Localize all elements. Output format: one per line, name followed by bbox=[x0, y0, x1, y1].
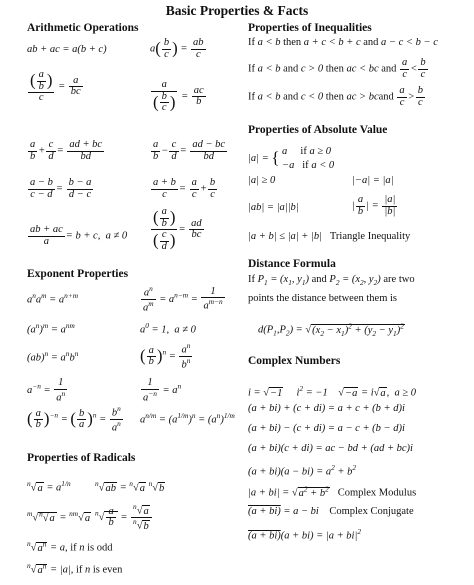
ineq-add: If a < b then a + c < b + c and a − c < b − c bbox=[248, 37, 438, 48]
heading-absolute: Properties of Absolute Value bbox=[248, 124, 388, 136]
heading-distance: Distance Formula bbox=[248, 258, 336, 270]
rad-even: $^n√a^n = |a|$, if n is even bbox=[27, 561, 123, 576]
exp-quotient-power: ( $\frac{a}{b}$ )$^n$ = $\frac{a^n}{b^n}$ bbox=[140, 341, 191, 371]
arith-mult-fraction: a( $\frac{b}{c}$ ) = $\frac{ab}{c}$ bbox=[150, 37, 204, 60]
ineq-positive: If a < b and c > 0 then ac < bc and $\frac{a}{c}$ < $\frac{b}{c}$ bbox=[248, 57, 426, 80]
exp-negative: $a^{-n}$ = $\frac{1}{a^n}$ bbox=[27, 377, 66, 403]
distance-line2: points the distance between them is bbox=[248, 293, 398, 304]
rad-quotient: $^n$√ $\frac{a}{b}$ = $\frac{^n√a}{^n√b}$ bbox=[95, 503, 153, 532]
arith-distributive bbox=[27, 45, 107, 56]
exp-rational: $a^{n/m} = (a^{1/m})^n = (a^n)^{1/m}$ bbox=[140, 411, 235, 426]
abs-quotient: | $\frac{a}{b}$ | = $\frac{|a|}{|b|}$ bbox=[352, 194, 396, 217]
heading-complex: Complex Numbers bbox=[248, 355, 341, 367]
complex-i: i = √−1 $i^2 = -1$ √−a = i√a, a ≥ 0 bbox=[248, 384, 417, 399]
exp-negative-fraction: ( $\frac{a}{b}$ )$^{-n}$ = ( $\frac{b}{a}$ )$^n$ = $\frac{b^n}{a^n}$ bbox=[27, 404, 121, 434]
arith-sub-fractions: $\frac{a}{b}$ − $\frac{c}{d}$ = $\frac{ad - bc}{bd}$ bbox=[153, 139, 226, 162]
abs-triangle-label: Triangle Inequality bbox=[329, 231, 411, 242]
rad-nested: $^m$√$^n$√a = $^{nm}$√a bbox=[27, 509, 91, 524]
abs-product: |ab| = |a||b| bbox=[248, 202, 299, 213]
rad-def: $^n√a = a^{1/n}$ bbox=[27, 479, 71, 494]
exp-negative-reciprocal: $\frac{1}{a^{-n}}$ = $a^n$ bbox=[143, 377, 182, 403]
exp-product-power: $(ab)^n = a^nb^n$ bbox=[27, 349, 79, 364]
page-title: Basic Properties & Facts bbox=[165, 3, 309, 18]
complex-conj-product: $(a + bi)(a - bi) = a^2 + b^2$ bbox=[248, 463, 357, 478]
arith-negate-fraction: $\frac{a - b}{c - d}$ = $\frac{b - a}{d - c}$ bbox=[30, 177, 92, 200]
exp-quotient: $\frac{a^n}{a^m}$ = $a^{n-m}$ = $\frac{1}{a^{m-n}}$ bbox=[143, 284, 223, 314]
heading-radicals: Properties of Radicals bbox=[27, 452, 136, 464]
complex-conjugate: (a + bi) = a − bi Complex Conjugate bbox=[248, 506, 414, 517]
heading-arithmetic: Arithmetic Operations bbox=[27, 22, 139, 34]
rad-product: $^n$√ab = $^n$√a $^n$√b bbox=[95, 479, 165, 494]
heading-exponent: Exponent Properties bbox=[27, 268, 129, 280]
complex-modulus: $|a + bi| = √a^2 + b^2$ Complex Modulus bbox=[248, 484, 417, 499]
distance-line1: If $P_1 = (x_1$, $y_1$) and $P_2 = (x_2$, $y_2$) are two bbox=[248, 274, 415, 288]
complex-add: (a + bi) + (c + di) = a + c + (b + d)i bbox=[248, 403, 405, 414]
arith-div-fraction-2: a ( $\frac{b}{c}$ ) = $\frac{ac}{b}$ bbox=[153, 79, 204, 113]
abs-neg: |−a| = |a| bbox=[352, 175, 394, 186]
abs-triangle: |a + b| ≤ |a| + |b| Triangle Inequality bbox=[248, 231, 411, 242]
exp-power-of-power: $(a^n)^m = a^{nm}$ bbox=[27, 321, 75, 336]
complex-mult: (a + bi)(c + di) = ac − bd + (ad + bc)i bbox=[248, 443, 413, 454]
rad-odd: $^n√a^n = a$, if n is odd bbox=[27, 539, 113, 554]
arith-add-fractions: $\frac{a}{b}$ + $\frac{c}{d}$ = $\frac{ad + bc}{bd}$ bbox=[30, 139, 103, 162]
exp-zero: $a^0 = 1$, a ≠ 0 bbox=[140, 321, 196, 336]
abs-def: |a| = { a if a ≥ 0 −a if a < 0 bbox=[248, 146, 335, 171]
complex-conjugate-label: Complex Conjugate bbox=[329, 506, 414, 517]
distance-formula: $d(P_1,P_2) = √(x_2 - x_1)^2 + (y_2 - y_1)^2$ bbox=[258, 321, 404, 338]
arith-distributive-text: ab + ac = a(b + c) bbox=[27, 44, 107, 55]
complex-conj-modulus: $(a + bi)(a + bi) = |a + bi|^2$ bbox=[248, 527, 362, 542]
ineq-negative: If a < b and c < 0 then ac > bcand $\frac{a}{c}$ > $\frac{b}{c}$ bbox=[248, 85, 424, 108]
complex-modulus-label: Complex Modulus bbox=[337, 487, 417, 499]
exp-product: $a^na^m = a^{n+m}$ bbox=[27, 291, 79, 306]
arith-split-fraction: $\frac{a + b}{c}$ = $\frac{a}{c}$ + $\frac{b}{c}$ bbox=[153, 177, 216, 200]
arith-cancel: $\frac{ab + ac}{a}$ = b + c, a ≠ 0 bbox=[30, 224, 128, 247]
heading-inequalities: Properties of Inequalities bbox=[248, 22, 372, 34]
arith-complex-fraction: ( $\frac{a}{b}$ ) ( $\frac{c}{d}$ ) = $\frac{ad}{bc}$ bbox=[153, 206, 202, 252]
arith-div-fraction-1: ( $\frac{a}{b}$ ) c = $\frac{a}{bc}$ bbox=[30, 69, 81, 103]
abs-nonneg: |a| ≥ 0 bbox=[248, 175, 276, 186]
complex-sub: (a + bi) − (c + di) = a − c + (b − d)i bbox=[248, 423, 405, 434]
